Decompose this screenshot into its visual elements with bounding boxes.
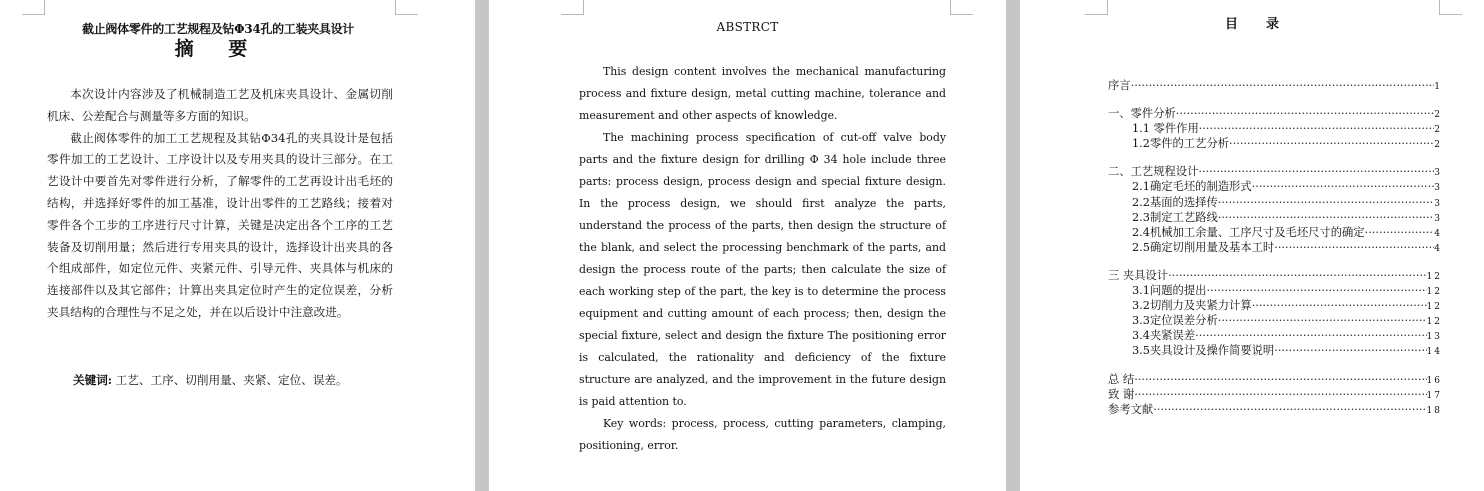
abstract-en-title: ABSTRCT — [716, 20, 779, 34]
toc-entry-label: 一、零件分析 — [1108, 107, 1176, 121]
page-corner-mark — [950, 0, 973, 15]
toc-entry[interactable] — [1108, 283, 1442, 298]
toc-title — [1020, 13, 1484, 32]
toc-entry-label: 2.2基面的选择传 — [1132, 195, 1218, 209]
toc-entry-page: 17 — [1426, 390, 1442, 401]
toc-entry-page: 18 — [1426, 405, 1442, 416]
toc-entry-label: 三 夹具设计 — [1108, 268, 1169, 282]
toc-entry-page: 12 — [1426, 317, 1442, 328]
page-table-of-contents — [1020, 0, 1484, 491]
document-title: 截止阀体零件的工艺规程及钻Φ34孔的工装夹具设计 — [82, 22, 354, 36]
toc-dot-leader — [1134, 387, 1426, 402]
toc-entry[interactable] — [1108, 179, 1442, 194]
toc-dot-leader — [1229, 136, 1434, 151]
toc-entry-label: 2.1确定毛坯的制造形式 — [1132, 180, 1252, 194]
toc-entry-page: 16 — [1426, 375, 1442, 386]
toc-entry-page: 4 — [1434, 228, 1442, 239]
toc-entry[interactable] — [1108, 121, 1442, 136]
abstract-en-paragraph: This design content involves the mechanical manufacturing process and fixture design, metal cutting machine, tolerance and measurement and other aspects of knowledge. — [579, 65, 946, 122]
toc-dot-leader — [1218, 195, 1435, 210]
toc-dot-leader — [1134, 372, 1426, 387]
toc-list — [1108, 78, 1442, 417]
toc-entry-page: 3 — [1434, 213, 1442, 224]
toc-dot-leader — [1176, 106, 1434, 121]
abstract-en-keywords: Key words: process, process, cutting parameters, clamping, positioning, error. — [579, 417, 946, 452]
toc-dot-leader — [1218, 313, 1427, 328]
toc-entry-page: 1 — [1434, 82, 1442, 92]
toc-entry[interactable] — [1108, 240, 1442, 255]
toc-entry[interactable] — [1108, 210, 1442, 225]
toc-entry-label: 2.3制定工艺路线 — [1132, 210, 1218, 224]
toc-entry-label: 总 结 — [1108, 372, 1135, 386]
toc-entry-page: 3 — [1434, 168, 1442, 179]
toc-entry[interactable] — [1108, 164, 1442, 179]
page-corner-mark — [395, 0, 418, 15]
toc-dot-leader — [1153, 402, 1426, 417]
toc-dot-leader — [1252, 179, 1435, 194]
toc-entry-page: 12 — [1426, 271, 1442, 282]
keywords-line — [73, 372, 348, 388]
toc-entry-label: 2.5确定切削用量及基本工时 — [1132, 240, 1275, 254]
toc-entry-page: 2 — [1434, 110, 1442, 121]
toc-entry[interactable] — [1108, 328, 1442, 343]
keywords-label: 关键词: — [73, 373, 113, 387]
abstract-en-paragraph: The machining process specification of cut-off valve body parts and the fixture design for drilling Φ 34 hole include three parts: process design, process design and special fixture design. In the process design, we should first analyze the parts, understand the process of the parts, then design the structure of the blank, and select the processing benchmark of the parts, and design the process route of the parts; then calculate the size of each working step of the part, the key is to determine the process equipment and cutting amount of each process; then, design the special fixture, select and design the fixture The positioning error is calculated, the rationality and deficiency of the fixture structure are analyzed, and the improvement in the future design is paid attention to. — [579, 131, 946, 408]
toc-entry[interactable] — [1108, 402, 1442, 417]
toc-dot-leader — [1274, 343, 1426, 358]
toc-title-char: 目 — [1224, 17, 1238, 32]
abstract-heading: 摘 要 — [174, 38, 262, 60]
keywords-text: 工艺、工序、切削用量、夹紧、定位、误差。 — [112, 373, 348, 387]
page-corner-mark — [22, 0, 45, 15]
toc-dot-leader — [1131, 78, 1435, 93]
toc-entry-page: 4 — [1434, 243, 1442, 254]
toc-entry[interactable] — [1108, 343, 1442, 358]
toc-entry-label: 序言 — [1108, 79, 1131, 92]
toc-entry-page: 13 — [1426, 332, 1442, 343]
toc-entry-page: 14 — [1426, 347, 1442, 358]
toc-dot-leader — [1198, 164, 1434, 179]
toc-entry-label: 二、工艺规程设计 — [1108, 165, 1199, 179]
toc-dot-leader — [1168, 268, 1426, 283]
toc-dot-leader — [1274, 240, 1434, 255]
toc-entry-page: 3 — [1434, 183, 1442, 194]
toc-dot-leader — [1206, 283, 1426, 298]
abstract-paragraph: 本次设计内容涉及了机械制造工艺及机床夹具设计、金属切削机床、公差配合与测量等多方面的知识。 — [47, 87, 393, 123]
toc-entry-label: 致 谢 — [1108, 387, 1135, 401]
toc-entry-label: 3.3定位误差分析 — [1132, 314, 1218, 328]
toc-entry[interactable] — [1108, 225, 1442, 240]
abstract-body — [47, 84, 393, 324]
toc-entry-label: 1.2零件的工艺分析 — [1132, 137, 1230, 151]
abstract-paragraph: 截止阀体零件的加工工艺规程及其钻Φ34孔的夹具设计是包括零件加工的工艺设计、工序设计以及专用夹具的设计三部分。在工艺设计中要首先对零件进行分析，了解零件的工艺再设计出毛坯的结构，并选择好零件的加工基准，设计出零件的工艺路线；接着对零件各个工步的工序进行尺寸计算，关键是决定出各个工序的工艺装备及切削用量；然后进行专用夹具的设计，选择设计出夹具的各个组成部件，如定位元件、夹紧元件、引导元件、夹具体与机床的连接部件以及其它部件；计算出夹具定位时产生的定位误差，分析夹具结构的合理性与不足之处，并在以后设计中注意改进。 — [47, 130, 393, 319]
toc-entry-label: 参考文献 — [1108, 402, 1154, 416]
toc-title-char: 录 — [1266, 17, 1280, 32]
toc-entry-page: 12 — [1426, 287, 1442, 298]
toc-entry-page: 12 — [1426, 302, 1442, 313]
toc-entry[interactable] — [1108, 195, 1442, 210]
toc-entry-page: 2 — [1434, 140, 1442, 151]
toc-entry-label: 3.2切削力及夹紧力计算 — [1132, 299, 1252, 313]
toc-dot-leader — [1195, 328, 1426, 343]
toc-dot-leader — [1199, 121, 1435, 136]
page-abstract-cn — [0, 0, 475, 491]
toc-entry-label: 3.5夹具设计及操作简要说明 — [1132, 344, 1275, 358]
abstract-en-body — [579, 61, 946, 457]
toc-entry-label: 3.1问题的提出 — [1132, 284, 1207, 298]
toc-entry-label: 1.1 零件作用 — [1132, 122, 1199, 136]
toc-dot-leader — [1218, 210, 1435, 225]
toc-entry-label: 2.4机械加工余量、工序尺寸及毛坯尺寸的确定 — [1132, 225, 1365, 239]
toc-entry[interactable] — [1108, 313, 1442, 328]
toc-entry-page: 2 — [1434, 125, 1442, 136]
page-corner-mark — [561, 0, 584, 15]
page-abstract-en — [489, 0, 1006, 491]
toc-entry[interactable] — [1108, 268, 1442, 283]
toc-dot-leader — [1252, 298, 1427, 313]
toc-entry[interactable] — [1108, 387, 1442, 402]
toc-entry-label: 3.4夹紧误差 — [1132, 329, 1196, 343]
toc-entry[interactable] — [1108, 372, 1442, 387]
toc-entry[interactable] — [1108, 78, 1442, 93]
toc-entry-page: 3 — [1434, 198, 1442, 209]
toc-entry[interactable] — [1108, 136, 1442, 151]
toc-dot-leader — [1365, 225, 1435, 240]
toc-entry[interactable] — [1108, 106, 1442, 121]
toc-entry[interactable] — [1108, 298, 1442, 313]
